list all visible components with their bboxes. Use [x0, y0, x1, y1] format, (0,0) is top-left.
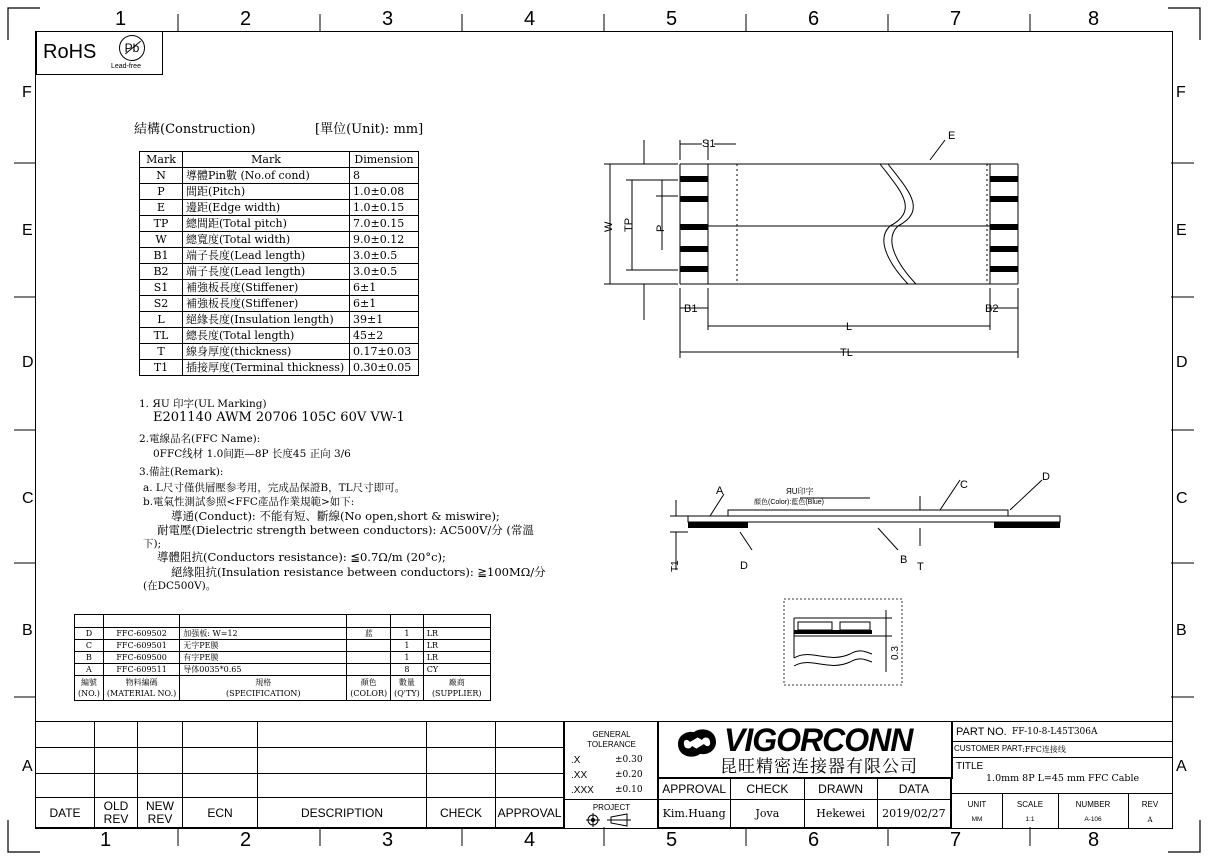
company-logo-text: VIGORCONN — [724, 722, 913, 758]
projection-label: PROJECT — [592, 803, 631, 812]
col-label-7: 7 — [950, 8, 962, 30]
bom-table — [74, 614, 491, 701]
dim-label-p: P — [655, 224, 667, 232]
col-label-1-bottom: 1 — [100, 829, 112, 851]
col-label-2-bottom: 2 — [240, 829, 252, 851]
tolerance-title-1: GENERAL — [592, 730, 631, 739]
callout-d-top: D — [1042, 471, 1050, 483]
row-label-a-right: A — [1176, 758, 1187, 775]
note-line-6: (在DC500V)。 — [143, 580, 217, 592]
meta-header-rev: REV — [1141, 800, 1159, 809]
projection-symbol-icon — [585, 813, 637, 827]
approval-value-data: 2019/02/27 — [877, 800, 950, 828]
approvals-table — [657, 777, 951, 828]
note-ul-text: E201140 AWM 20706 105C 60V VW-1 — [153, 410, 405, 425]
note-remark-title: 3.備註(Remark): — [139, 466, 224, 478]
col-label-7-bottom: 7 — [950, 829, 962, 851]
col-label-6: 6 — [808, 8, 820, 30]
dim-label-tp: TP — [623, 217, 635, 232]
table-row: W 總寬度(Total width) 9.0±0.12 — [140, 232, 419, 248]
tol-xxx-label: .XXX — [571, 785, 594, 796]
col-label-3-bottom: 3 — [382, 829, 394, 851]
dim-label-e-top: E — [948, 130, 956, 142]
rev-header-description: DESCRIPTION — [258, 798, 427, 828]
revision-table — [35, 721, 564, 828]
dim-label-b2: B2 — [985, 303, 999, 315]
row-label-d: D — [22, 354, 34, 371]
pb-label: Pb — [124, 41, 140, 55]
company-cn-name: 昆旺精密连接器有限公司 — [720, 757, 918, 777]
col-label-8-bottom: 8 — [1088, 829, 1100, 851]
row-label-b-right: B — [1176, 622, 1187, 639]
spec-header-mark: Mark — [140, 152, 183, 168]
meta-header-number: NUMBER — [1075, 800, 1111, 809]
row-label-e: E — [22, 222, 33, 239]
row-label-b: B — [22, 622, 33, 639]
part-block — [951, 721, 1173, 829]
meta-value-unit: MM — [971, 816, 983, 823]
side-view-drawing — [660, 470, 1080, 580]
approval-value-drawn: Hekewei — [804, 800, 877, 828]
dim-label-b1: B1 — [684, 303, 698, 315]
title-value: 1.0mm 8P L=45 mm FFC Cable — [986, 773, 1140, 784]
col-label-4: 4 — [524, 8, 536, 30]
note-remark-a: a. L尺寸僅供層壓参考用，完成品保證B，TL尺寸即可。 — [143, 482, 406, 494]
table-row: E 邊距(Edge width) 1.0±0.15 — [140, 200, 419, 216]
col-label-3: 3 — [382, 8, 394, 30]
rohs-badge — [36, 31, 163, 75]
col-label-4-bottom: 4 — [524, 829, 536, 851]
col-label-1: 1 — [115, 8, 127, 30]
note-line-2: 耐電壓(Dielectric strength between conductors): AC500V/分 (常溫 — [157, 523, 534, 537]
table-row: S2 補強板長度(Stiffener) 6±1 — [140, 296, 419, 312]
detail-view-drawing — [780, 596, 906, 688]
row-label-a: A — [22, 758, 33, 775]
note-line-1: 導通(Conduct): 不能有短、斷線(No open,short & miswire); — [171, 509, 500, 523]
bom-header: 編號 (NO.) 物料編碼 (MATERIAL NO.) 規格 (SPECIFICATION) 顏色 (COLOR) 數量 (Q'TY) 廠商 (SUPPLIER) — [75, 676, 491, 701]
tolerance-title-2: TOLERANCE — [587, 740, 636, 749]
col-label-2: 2 — [240, 8, 252, 30]
note-line-3: 下); — [143, 538, 162, 550]
callout-a: A — [716, 485, 724, 497]
row-label-c: C — [22, 490, 34, 507]
table-row: L 絕緣長度(Insulation length) 39±1 — [140, 312, 419, 328]
col-label-8: 8 — [1088, 8, 1100, 30]
table-row: A FFC-609511 导体0035*0.65 8 CY — [75, 664, 491, 676]
table-row: B FFC-609500 有字PE膜 1 LR — [75, 652, 491, 664]
table-row: D FFC-609502 加强板: W=12 蓝 1 LR — [75, 628, 491, 640]
rohs-label: RoHS — [43, 41, 97, 63]
detail-dimension: 0.3 — [890, 646, 901, 660]
ul-marking-label: ЯU印字 — [786, 487, 814, 496]
table-row: P 間距(Pitch) 1.0±0.08 — [140, 184, 419, 200]
meta-value-number: A-106 — [1084, 816, 1102, 823]
rev-header-check: CHECK — [427, 798, 496, 828]
meta-value-scale: 1:1 — [1025, 816, 1035, 823]
dim-label-s1: S1 — [702, 138, 716, 150]
dim-label-t: T — [917, 561, 924, 573]
approval-header-data: DATA — [877, 778, 950, 800]
table-row: B2 端子長度(Lead length) 3.0±0.5 — [140, 264, 419, 280]
dim-label-w: W — [603, 221, 615, 232]
customer-part-label: CUSTOMER PART — [954, 744, 1023, 753]
rev-header-date: DATE — [36, 798, 95, 828]
table-row: C FFC-609501 无字PE膜 1 LR — [75, 640, 491, 652]
company-block — [657, 721, 953, 779]
col-label-6-bottom: 6 — [808, 829, 820, 851]
note-ffc-text: 0FFC线材 1.0间距—8P 长度45 正向 3/6 — [153, 448, 351, 460]
rev-header-old-rev: OLD REV — [95, 798, 138, 828]
part-no-value: FF-10-8-L45T306A — [1012, 727, 1098, 737]
top-view-drawing — [590, 120, 1070, 370]
rev-header-ecn: ECN — [183, 798, 258, 828]
callout-b: B — [900, 554, 908, 566]
col-label-5: 5 — [666, 8, 678, 30]
spec-header-dimension: Dimension — [350, 152, 419, 168]
tol-x-label: .X — [571, 755, 581, 766]
note-line-4: 導體阻抗(Conductors resistance): ≦0.7Ω/m (20°c); — [157, 550, 446, 564]
meta-value-rev: A — [1147, 816, 1153, 824]
table-row — [75, 615, 491, 628]
approval-header-check: CHECK — [731, 778, 804, 800]
callout-c: C — [960, 479, 968, 491]
approval-value-approval: Kim.Huang — [658, 800, 731, 828]
meta-header-unit: UNIT — [967, 800, 987, 809]
tol-x-value: ±0.30 — [615, 755, 643, 765]
tol-xx-value: ±0.20 — [615, 770, 643, 780]
rev-header-approval: APPROVAL — [496, 798, 564, 828]
rev-header-new-rev: NEW REV — [138, 798, 183, 828]
row-label-c-right: C — [1176, 490, 1188, 507]
table-row: T 線身厚度(thickness) 0.17±0.03 — [140, 344, 419, 360]
row-label-e-right: E — [1176, 222, 1187, 239]
row-label-f-right: F — [1176, 84, 1186, 101]
table-row: N 導體Pin數 (No.of cond) 8 — [140, 168, 419, 184]
row-label-f: F — [22, 84, 32, 101]
note-remark-b: b.電氣性測試参照<FFC產品作業規範>如下: — [143, 496, 355, 508]
construction-title: 結構(Construction) — [134, 122, 256, 137]
vigorconn-logo-icon — [672, 726, 722, 760]
note-line-5: 絕緣阻抗(Insulation resistance between conductors): ≧100MΩ/分 — [171, 565, 546, 579]
title-label: TITLE — [956, 761, 984, 772]
table-row: S1 補強板長度(Stiffener) 6±1 — [140, 280, 419, 296]
table-row: TP 總間距(Total pitch) 7.0±0.15 — [140, 216, 419, 232]
note-ul-title: 1. ЯU 印字(UL Marking) — [139, 398, 267, 410]
dim-label-tl: TL — [840, 347, 853, 359]
construction-unit: [單位(Unit): mm] — [315, 122, 424, 137]
part-no-label: PART NO. — [956, 726, 1007, 738]
approval-value-check: Jova — [731, 800, 804, 828]
callout-d-bottom: D — [740, 560, 748, 572]
col-label-5-bottom: 5 — [666, 829, 678, 851]
row-label-d-right: D — [1176, 354, 1188, 371]
dim-label-l: L — [846, 321, 853, 333]
tol-xxx-value: ±0.10 — [615, 785, 643, 795]
color-blue-label: 顏色(Color):藍色(Blue) — [754, 499, 825, 506]
tol-xx-label: .XX — [571, 770, 588, 781]
construction-table — [139, 151, 419, 376]
spec-header-name: Mark — [183, 152, 350, 168]
dim-label-t1: T1 — [670, 560, 681, 572]
table-row: B1 端子長度(Lead length) 3.0±0.5 — [140, 248, 419, 264]
meta-header-scale: SCALE — [1016, 800, 1044, 809]
tolerance-block — [564, 721, 659, 829]
customer-part-value: :FFC连接线 — [1022, 745, 1066, 754]
note-ffc-title: 2.電線品名(FFC Name): — [139, 433, 261, 445]
table-row: TL 總長度(Total length) 45±2 — [140, 328, 419, 344]
approval-header-drawn: DRAWN — [804, 778, 877, 800]
table-row: T1 插接厚度(Terminal thickness) 0.30±0.05 — [140, 360, 419, 376]
lead-free-label: Lead-free — [111, 63, 141, 70]
approval-header-approval: APPROVAL — [658, 778, 731, 800]
